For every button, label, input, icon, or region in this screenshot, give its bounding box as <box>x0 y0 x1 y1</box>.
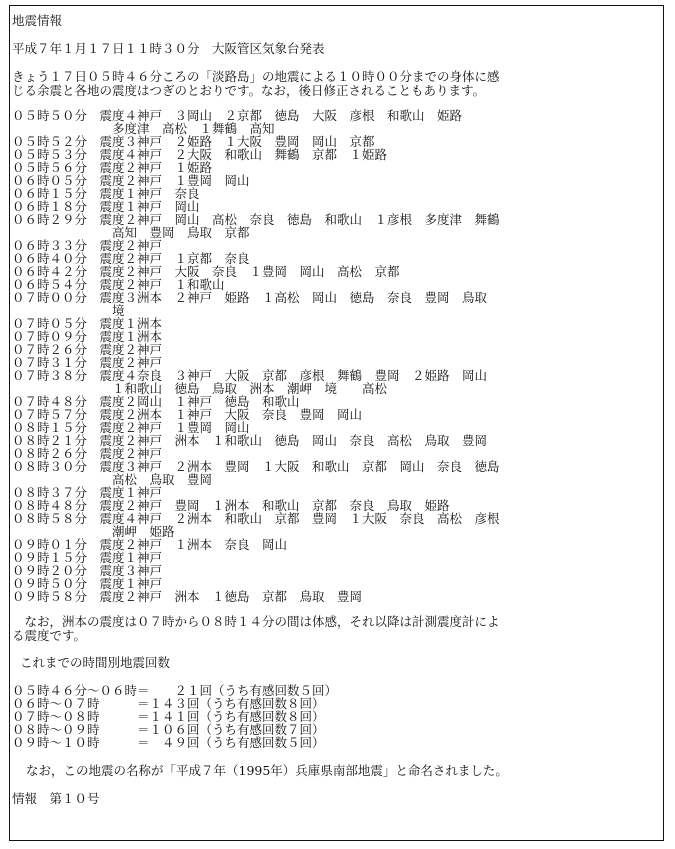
aftershock-line: ０６時１８分 震度１神戸 岡山 <box>12 199 200 214</box>
aftershock-line: ０８時１５分 震度２神戸 １豊岡 岡山 <box>12 420 250 435</box>
issue-line: 平成７年１月１７日１１時３０分 大阪管区気象台発表 <box>12 41 325 56</box>
intro-line: きょう１７日０５時４６分ころの「淡路島」の地震による１０時００分までの身体に感 <box>12 69 500 84</box>
aftershock-line: 高松 鳥取 豊岡 <box>12 472 213 487</box>
aftershock-line: ０５時５６分 震度２神戸 １姫路 <box>12 160 213 175</box>
count-heading: これまでの時間別地震回数 <box>20 655 171 670</box>
aftershock-line: ０５時５２分 震度３神戸 ２姫路 １大阪 豊岡 岡山 京都 <box>12 134 375 149</box>
doc-title: 地震情報 <box>12 13 63 28</box>
aftershock-line: ０８時２６分 震度２神戸 <box>12 446 163 461</box>
aftershock-line: ０８時４８分 震度２神戸 豊岡 １洲本 和歌山 京都 奈良 鳥取 姫路 <box>12 498 450 513</box>
aftershock-line: ０５時５３分 震度４神戸 ２大阪 和歌山 舞鶴 京都 １姫路 <box>12 147 388 162</box>
aftershock-line: ０７時５７分 震度２洲本 １神戸 大阪 奈良 豊岡 岡山 <box>12 407 363 422</box>
bulletin-number: 情報 第１０号 <box>12 791 100 806</box>
aftershock-line: ０６時５４分 震度２神戸 １和歌山 <box>12 277 225 292</box>
aftershock-line: ０６時３３分 震度２神戸 <box>12 238 163 253</box>
aftershock-line: ０７時０５分 震度１洲本 <box>12 316 163 331</box>
aftershock-line: 潮岬 姫路 <box>12 524 175 539</box>
aftershock-line: ０６時０５分 震度２神戸 １豊岡 岡山 <box>12 173 250 188</box>
aftershock-line: ０９時１５分 震度１神戸 <box>12 550 163 565</box>
aftershock-line: 高知 豊岡 鳥取 京都 <box>12 225 250 240</box>
intensity-note-line: る震度です。 <box>12 628 87 643</box>
aftershock-line: ０９時５８分 震度２神戸 洲本 １徳島 京都 鳥取 豊岡 <box>12 589 363 604</box>
aftershock-line: ０６時４０分 震度２神戸 １京都 奈良 <box>12 251 250 266</box>
aftershock-line: ０９時２０分 震度３神戸 <box>12 563 163 578</box>
intensity-note-line: なお，洲本の震度は０７時から０８時１４分の間は体感，それ以降は計測震度計によ <box>12 614 500 629</box>
aftershock-line: ０８時３０分 震度３神戸 ２洲本 豊岡 １大阪 和歌山 京都 岡山 奈良 徳島 <box>12 459 500 474</box>
count-line: ０８時～０９時 ＝１０６回（うち有感回数７回） <box>12 722 325 737</box>
naming-note: なお，この地震の名称が「平成７年（1995年）兵庫県南部地震」と命名されました。 <box>26 763 508 778</box>
aftershock-line: ０７時００分 震度３洲本 ２神戸 姫路 １高松 岡山 徳島 奈良 豊岡 鳥取 <box>12 290 488 305</box>
aftershock-line: ０７時４８分 震度２岡山 １神戸 徳島 和歌山 <box>12 394 300 409</box>
count-line: ０７時～０８時 ＝１４１回（うち有感回数８回） <box>12 709 325 724</box>
aftershock-line: ０７時０９分 震度１洲本 <box>12 329 163 344</box>
aftershock-line: ０９時０１分 震度２神戸 １洲本 奈良 岡山 <box>12 537 288 552</box>
aftershock-line: ０６時４２分 震度２神戸 大阪 奈良 １豊岡 岡山 高松 京都 <box>12 264 400 279</box>
aftershock-line: ０８時３７分 震度１神戸 <box>12 485 163 500</box>
aftershock-line: ０６時２９分 震度２神戸 岡山 高松 奈良 徳島 和歌山 １彦根 多度津 舞鶴 <box>12 212 500 227</box>
aftershock-line: 多度津 高松 １舞鶴 高知 <box>12 121 275 136</box>
aftershock-line: ０９時５０分 震度１神戸 <box>12 576 163 591</box>
intro-line: じる余震と各地の震度はつぎのとおりです。なお，後日修正されることもあります。 <box>12 83 486 98</box>
aftershock-line: ０８時２１分 震度２神戸 洲本 １和歌山 徳島 岡山 奈良 高松 鳥取 豊岡 <box>12 433 488 448</box>
aftershock-line: ０７時３１分 震度２神戸 <box>12 355 163 370</box>
count-line: ０５時４６分～０６時＝ ２１回（うち有感回数５回） <box>12 683 338 698</box>
aftershock-line: ０７時２６分 震度２神戸 <box>12 342 163 357</box>
aftershock-line: １和歌山 徳島 鳥取 洲本 潮岬 境 高松 <box>12 381 388 396</box>
aftershock-line: ０８時５８分 震度４神戸 ２洲本 和歌山 京都 豊岡 １大阪 奈良 高松 彦根 <box>12 511 500 526</box>
aftershock-line: ０５時５０分 震度４神戸 ３岡山 ２京都 徳島 大阪 彦根 和歌山 姫路 <box>12 108 463 123</box>
count-line: ０６時～０７時 ＝１４３回（うち有感回数８回） <box>12 696 325 711</box>
aftershock-line: ０７時３８分 震度４奈良 ３神戸 大阪 京都 彦根 舞鶴 豊岡 ２姫路 岡山 <box>12 368 488 383</box>
aftershock-line: ０６時１５分 震度１神戸 奈良 <box>12 186 200 201</box>
aftershock-line: 境 <box>12 303 125 318</box>
count-line: ０９時～１０時 ＝ ４９回（うち有感回数５回） <box>12 735 325 750</box>
